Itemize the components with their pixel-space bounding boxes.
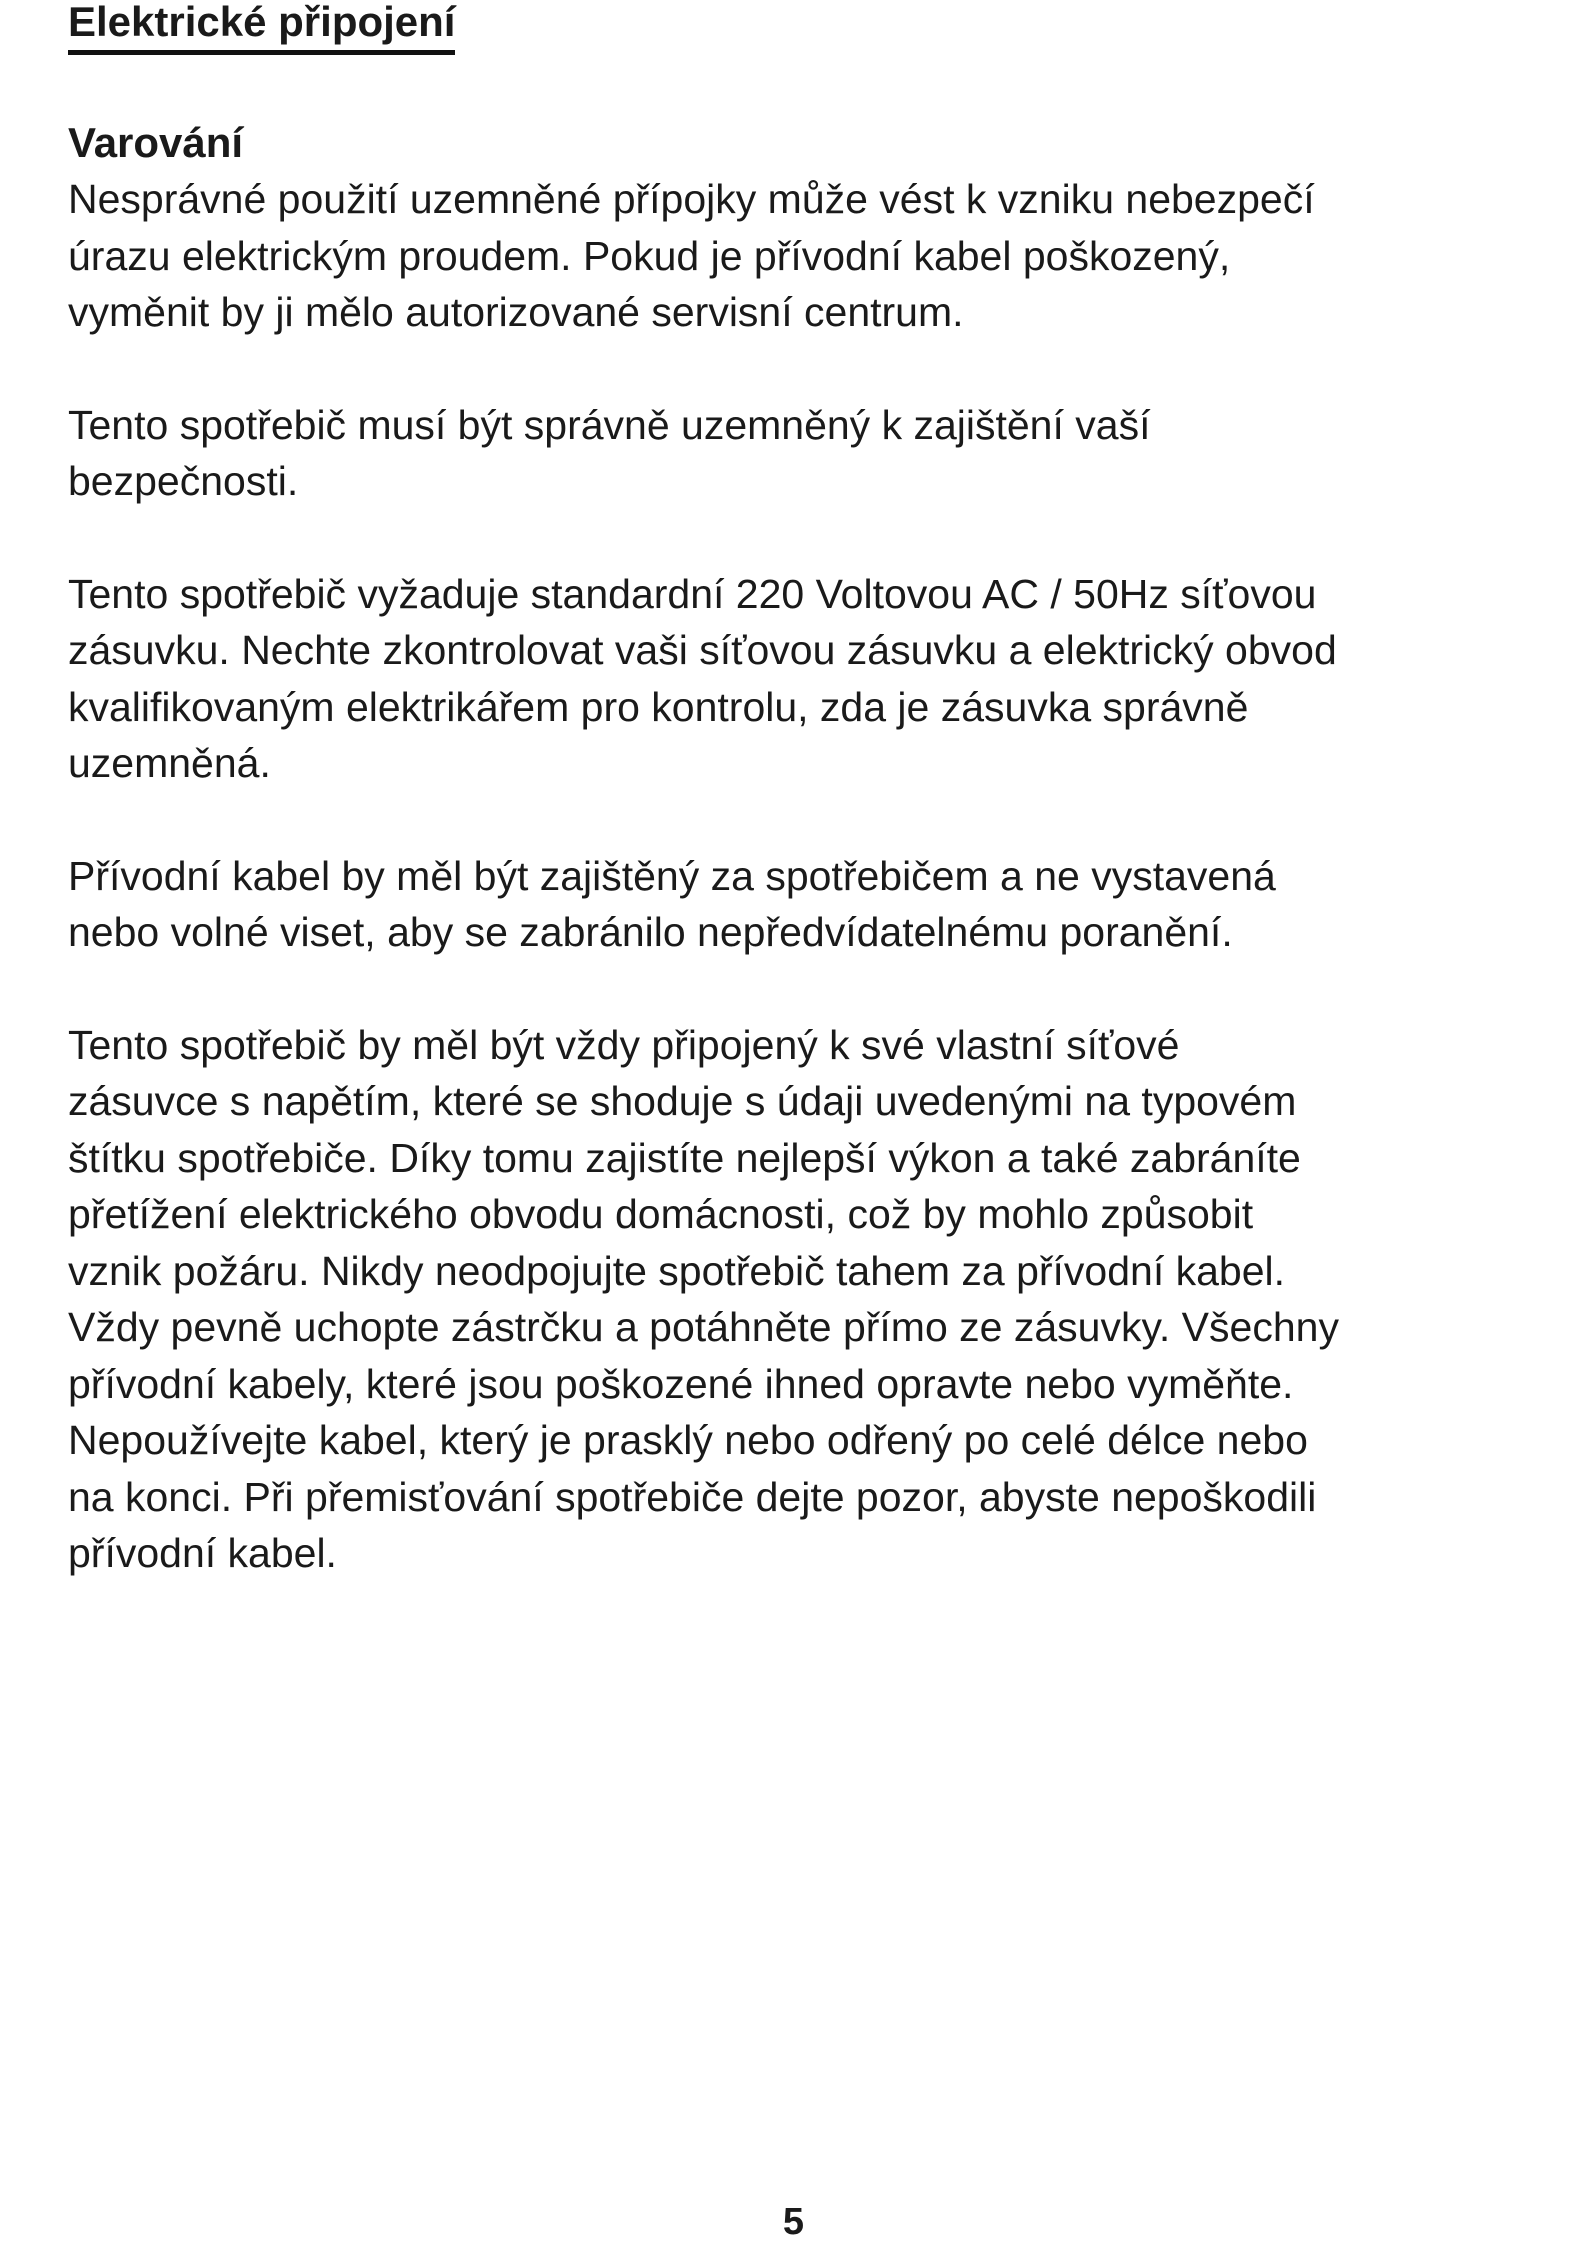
paragraph-cable-placement: Přívodní kabel by měl být zajištěný za spotřebičem a ne vystavená nebo volné viset, aby se zabránilo nepředvídatelnému poranění. [68, 852, 1276, 955]
paragraph-grounding-required: Tento spotřebič musí být správně uzemněný k zajištění vaší bezpečnosti. [68, 401, 1151, 504]
paragraph-socket-requirements: Tento spotřebič vyžaduje standardní 220 Voltovou AC / 50Hz síťovou zásuvku. Nechte zkontrolovat vaši síťovou zásuvku a elektrický obvod kvalifikovaným elektrikářem pro kontrolu, zda je zásuvka správně uzemněná. [68, 570, 1337, 786]
page-number: 5 [782, 2201, 805, 2243]
warning-heading: Varování [68, 119, 244, 166]
document-page [68, 0, 1548, 1582]
paragraph-dedicated-socket: Tento spotřebič by měl být vždy připojený k své vlastní síťové zásuvce s napětím, které se shoduje s údaji uvedenými na typovém štítku spotřebiče. Díky tomu zajistíte nejlepší výkon a také zabráníte přetížení elektrického obvodu domácnosti, což by mohlo způsobit vznik požáru. Nikdy neodpojujte spotřebič tahem za přívodní kabel. Vždy pevně uchopte zástrčku a potáhněte přímo ze zásuvky. Všechny přívodní kabely, které jsou poškozené ihned opravte nebo vyměňte. Nepoužívejte kabel, který je prasklý nebo odřený po celé délce nebo na konci. Při přemisťování spotřebiče dejte pozor, abyste nepoškodili přívodní kabel. [68, 1021, 1339, 1576]
paragraph-grounding-warning: Nesprávné použití uzemněné přípojky může vést k vzniku nebezpečí úrazu elektrickým proudem. Pokud je přívodní kabel poškozený, vyměnit by ji mělo autorizované servisní centrum. [68, 176, 1315, 335]
section-title: Elektrické připojení [68, 0, 455, 55]
